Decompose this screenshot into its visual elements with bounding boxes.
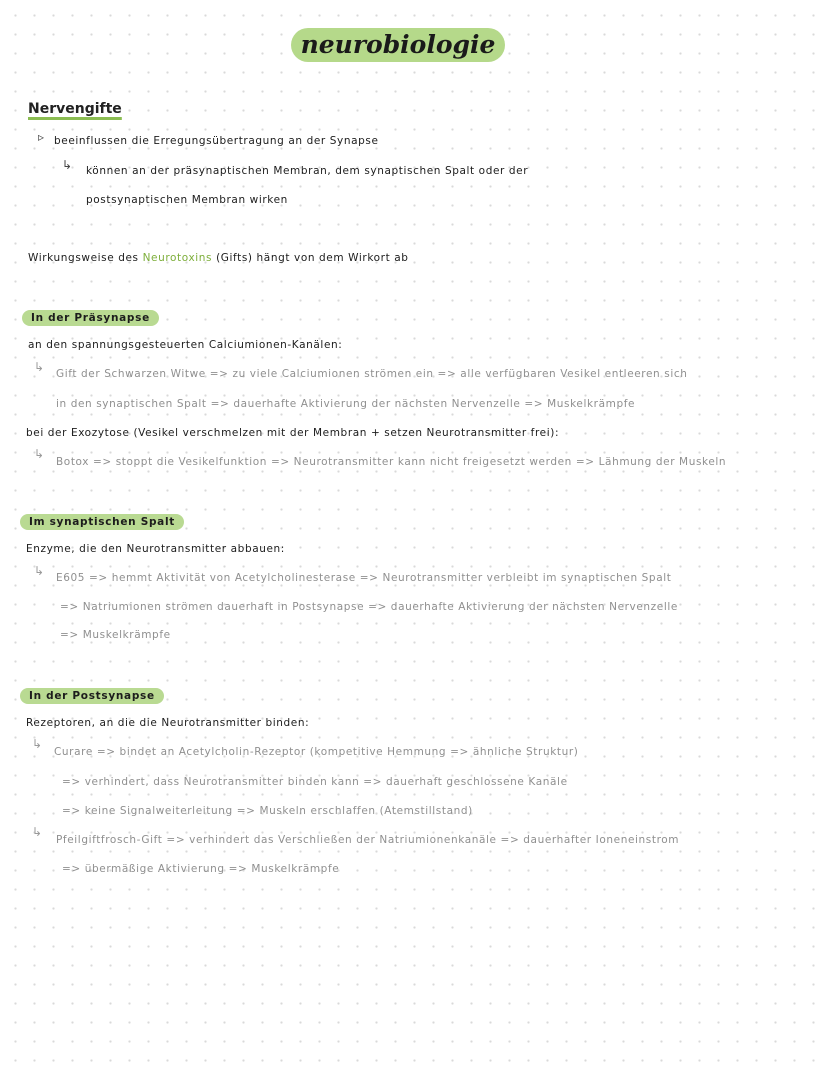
hook-arrow-icon: ↳ (62, 158, 73, 172)
intro-line-3: postsynaptischen Membran wirken (86, 194, 288, 206)
cleft-detail-1c: => Muskelkrämpfe (60, 629, 171, 641)
triangle-bullet-icon: ▹ (38, 130, 45, 144)
postsynapse-detail-2a: Pfeilgiftfrosch-Gift => verhindert das Verschließen der Natriumionenkanäle => dauerhafter Ioneneinstrom (56, 834, 680, 846)
cleft-label: Im synaptischen Spalt (20, 514, 184, 530)
postsynapse-detail-1a: Curare => bindet an Acetylcholin-Rezeptor (kompetitive Hemmung => ähnliche Struktur) (54, 746, 579, 758)
mode-text-before: Wirkungsweise des (28, 252, 143, 264)
mode-text-after: (Gifts) hängt von dem Wirkort ab (212, 252, 409, 264)
intro-line-1: beeinflussen die Erregungsübertragung an der Synapse (54, 135, 379, 147)
presynapse-detail-1b: in den synaptischen Spalt => dauerhafte Aktivierung der nächsten Nervenzelle => Muskelkrämpfe (56, 398, 636, 410)
postsynapse-label: In der Postsynapse (20, 688, 164, 704)
cleft-detail-1b: => Natriumionen strömen dauerhaft in Postsynapse => dauerhafte Aktivierung der nächsten Nervenzelle (60, 601, 678, 613)
intro-line-2: können an der präsynaptischen Membran, dem synaptischen Spalt oder der (86, 165, 529, 177)
presynapse-point-2: bei der Exozytose (Vesikel verschmelzen mit der Membran + setzen Neurotransmitter frei): (26, 427, 560, 439)
cleft-detail-1a: E605 => hemmt Aktivität von Acetylcholinesterase => Neurotransmitter verbleibt im synaptischen Spalt (56, 572, 672, 584)
hook-arrow-icon: ↳ (32, 737, 43, 751)
presynapse-detail-2a: Botox => stoppt die Vesikelfunktion => Neurotransmitter kann nicht freigesetzt werden => Lähmung der Muskeln (56, 456, 727, 468)
hook-arrow-icon: ↳ (34, 360, 45, 374)
page-title: neurobiologie (291, 28, 506, 62)
postsynapse-detail-1c: => keine Signalweiterleitung => Muskeln erschlaffen (Atemstillstand) (62, 805, 473, 817)
title-container (0, 28, 760, 62)
hook-arrow-icon: ↳ (34, 564, 45, 578)
postsynapse-detail-2b: => übermäßige Aktivierung => Muskelkrämpfe (62, 863, 340, 875)
postsynapse-detail-1b: => verhindert, dass Neurotransmitter binden kann => dauerhaft geschlossene Kanäle (62, 776, 568, 788)
postsynapse-point-1: Rezeptoren, an die die Neurotransmitter binden: (26, 717, 310, 729)
presynapse-point-1: an den spannungsgesteuerten Calciumionen-Kanälen: (28, 339, 343, 351)
mode-of-action-line (28, 252, 409, 264)
section-heading: Nervengifte (28, 101, 122, 117)
cleft-point-1: Enzyme, die den Neurotransmitter abbauen: (26, 543, 285, 555)
neurotoxin-highlight: Neurotoxins (142, 252, 213, 264)
hook-arrow-icon: ↳ (34, 447, 45, 461)
hook-arrow-icon: ↳ (32, 825, 43, 839)
presynapse-detail-1a: Gift der Schwarzen Witwe => zu viele Calciumionen strömen ein => alle verfügbaren Vesikel entleeren sich (56, 368, 688, 380)
presynapse-label: In der Präsynapse (22, 310, 159, 326)
